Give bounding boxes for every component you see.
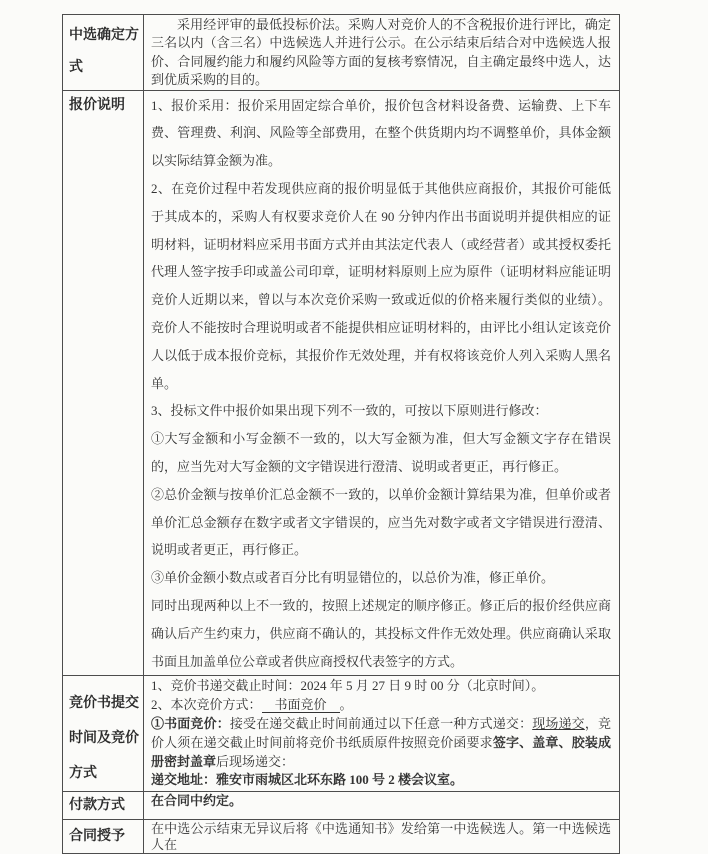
table-row-selection-method (63, 15, 620, 91)
table-row-quotation-notes (63, 90, 620, 676)
written-bid-instructions (151, 715, 611, 771)
row-label-contract-award: 合同授予 (63, 820, 144, 854)
quotation-paragraph: ②总价金额与按单价汇总金额不一致的，以单价金额计算结果为准，但单价或者单价汇总金额存在数字或者文字错误的，应当先对数字或者文字错误进行澄清、说明或者更正，再行修正。 (151, 486, 611, 558)
written-bid-text2: ，竞价人须在递交截止时间前将竞价书纸质原件按照竞价函要求 (151, 715, 611, 750)
table-row-bid-submission (63, 676, 620, 792)
written-bid-lead: ①书面竞价： (151, 715, 230, 731)
quotation-paragraph: 2、在竞价过程中若发现供应商的报价明显低于其他供应商报价，其报价可能低于其成本的，采购人有权要求竞价人在 90 分钟内作出书面说明并提供相应的证明材料，证明材料应采用书面方式并由其法定代表人（或经营者）或其授权委托代理人签字按手印或盖公司印章，证明材料原则上应为原件（证明材料应能证明竞价人近期以来，曾以与本次竞价采购一致或近似的价格来履行类似的业绩）。竞价人不能按时合理说明或者不能提供相应证明材料的，由评比小组认定该竞价人以低于成本报价竞标，其报价作无效处理，并有权将该竞价人列入采购人黑名单。 (151, 181, 611, 391)
procurement-terms-table (62, 14, 620, 854)
row-label-payment-method: 付款方式 (63, 792, 144, 820)
row-content-payment-method: 在合同中约定。 (144, 792, 620, 820)
quotation-paragraph: 同时出现两种以上不一致的，按照上述规定的顺序修正。修正后的报价经供应商确认后产生约束力，供应商不确认的，其投标文件作无效处理。供应商确认采取书面且加盖单位公章或者供应商授权代表签字的方式。 (151, 597, 611, 669)
written-bid-text1: 接受在递交截止时间前通过以下任意一种方式递交： (229, 715, 533, 731)
table-row-payment-method (63, 792, 620, 820)
quotation-paragraph: 1、报价采用：报价采用固定综合单价，报价包含材料设备费、运输费、上下车费、管理费、利润、风险等全部费用，在整个供货期内均不调整单价，具体金额以实际结算金额为准。 (151, 97, 611, 169)
submission-method-line (151, 696, 611, 715)
quotation-paragraph: ①大写金额和小写金额不一致的，以大写金额为准，但大写金额文字存在错误的，应当先对大写金额的文字错误进行澄清、说明或者更正，再行修正。 (151, 431, 611, 474)
row-label-quotation-notes: 报价说明 (63, 90, 144, 676)
written-bid-text3: 后现场递交： (216, 753, 295, 769)
row-label-bid-submission: 竞价书提交时间及竞价方式 (63, 676, 144, 792)
row-content-bid-submission (144, 676, 620, 792)
selection-method-text: 采用经评审的最低投标价法。采购人对竞价人的不含税报价进行评比，确定三名以内（含三名）中选候选人并进行公示。在公示结束后结合对中选候选人报价、合同履约能力和履约风险等方面的复核考察情况，自主确定最终中选人，达到优质采购的目的。 (151, 17, 611, 88)
row-content-selection-method (144, 15, 620, 91)
row-content-quotation-notes (144, 90, 620, 676)
row-label-selection-method: 中选确定方式 (63, 15, 144, 91)
onsite-delivery-underlined: 现场递交 (532, 715, 585, 731)
submission-method-suffix: 。 (339, 697, 353, 713)
quotation-paragraph: ③单价金额小数点或者百分比有明显错位的，以总价为准，修正单价。 (151, 570, 555, 586)
seal-requirements-bold: 签字、盖章、胶装成册密封盖章 (151, 734, 611, 769)
submission-method-prefix: 2、本次竞价方式： (151, 697, 262, 713)
row-content-contract-award: 在中选公示结束无异议后将《中选通知书》发给第一中选候选人。第一中选候选人在 (144, 820, 620, 854)
delivery-address-line: 递交地址：雅安市雨城区北环东路 100 号 2 楼会议室。 (151, 772, 464, 788)
quotation-paragraph: 3、投标文件中报价如果出现下列不一致的，可按以下原则进行修改： (151, 403, 548, 419)
submission-deadline-line: 1、竞价书递交截止时间：2024 年 5 月 27 日 9 时 00 分（北京时间）。 (151, 678, 545, 694)
table-row-contract-award (63, 820, 620, 854)
submission-method-value: 书面竞价 (262, 697, 340, 713)
